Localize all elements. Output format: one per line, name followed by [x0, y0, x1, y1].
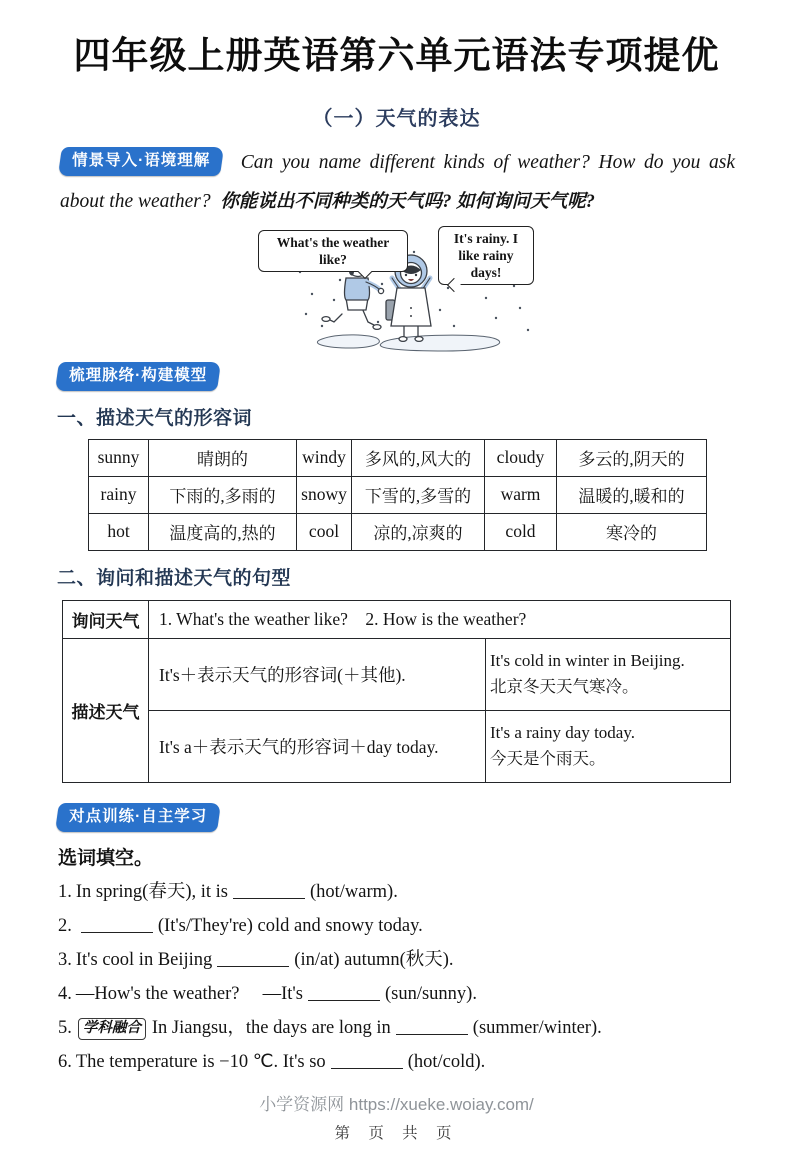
- table-row: [89, 439, 707, 476]
- table-row: [89, 513, 707, 550]
- ask-weather-label: 询问天气: [63, 600, 149, 638]
- practice-badge: [55, 803, 221, 832]
- pattern-cell: It's a＋表示天气的形容词＋day today.: [149, 710, 486, 782]
- example-zh: 北京冬天天气寒冷。: [490, 677, 639, 697]
- table-row: [89, 476, 707, 513]
- practice-badge-label: 对点训练·自主学习: [69, 807, 208, 825]
- exercise-instruction: 选词填空。: [58, 848, 154, 870]
- adj-meaning: 温度高的,热的: [149, 513, 297, 550]
- item-text-post: (sun/sunny).: [384, 984, 477, 1005]
- item-text-pre: The temperature is −10 ℃. It's so: [75, 1052, 326, 1073]
- adj-word: sunny: [89, 439, 149, 476]
- answer-blank[interactable]: [331, 1055, 403, 1069]
- example-cell: [486, 710, 731, 782]
- exercise-item-5: [58, 1016, 793, 1040]
- subject-integration-tag: 学科融合: [78, 1018, 146, 1040]
- speech-bubble-right: [438, 226, 534, 285]
- intro-badge: [58, 147, 224, 176]
- exercise-item-1: [58, 880, 793, 904]
- speech-bubble-left-text: What's the weather like?: [276, 235, 390, 268]
- item-number: 3.: [58, 950, 72, 971]
- item-number: 4.: [58, 984, 72, 1005]
- example-zh: 今天是个雨天。: [490, 749, 606, 769]
- section2-heading: 二、询问和描述天气的句型: [57, 567, 292, 589]
- adj-meaning: 寒冷的: [557, 513, 707, 550]
- answer-blank[interactable]: [217, 953, 289, 967]
- weather-cartoon: [0, 226, 793, 354]
- adj-word: rainy: [89, 476, 149, 513]
- item-number: 5.: [58, 1018, 72, 1039]
- item-text-pre: In spring(春天), it is: [75, 882, 228, 903]
- adj-meaning: 下雪的,多雪的: [352, 476, 485, 513]
- adj-word: warm: [485, 476, 557, 513]
- speech-bubble-right-text: It's rainy. I like rainy days!: [453, 231, 519, 281]
- answer-blank[interactable]: [396, 1021, 468, 1035]
- adj-meaning: 凉的,凉爽的: [352, 513, 485, 550]
- exercise-item-6: [58, 1050, 793, 1074]
- example-cell: [486, 638, 731, 710]
- item-text-pre: It's cool in Beijing: [75, 950, 213, 971]
- worksheet-page: [0, 32, 793, 1153]
- model-badge: [55, 362, 221, 391]
- intro-badge-label: 情景导入·语境理解: [72, 152, 211, 170]
- adj-word: hot: [89, 513, 149, 550]
- exercise-item-3: [58, 948, 793, 972]
- adj-meaning: 下雨的,多雨的: [149, 476, 297, 513]
- exercise-item-4: [58, 982, 793, 1006]
- table-row: [63, 638, 731, 710]
- adj-word: windy: [297, 439, 352, 476]
- item-text-post: (hot/warm).: [309, 882, 398, 903]
- page-title: 四年级上册英语第六单元语法专项提优: [73, 35, 720, 76]
- adj-word: snowy: [297, 476, 352, 513]
- answer-blank[interactable]: [233, 885, 305, 899]
- table-row: [63, 710, 731, 782]
- adj-meaning: 晴朗的: [149, 439, 297, 476]
- item-text-post: (hot/cold).: [407, 1052, 486, 1073]
- intro-text-zh: 你能说出不同种类的天气吗? 如何询问天气呢?: [220, 192, 595, 213]
- item-text-post: (in/at) autumn(秋天).: [294, 950, 454, 971]
- weather-adjectives-table: [88, 439, 707, 551]
- item-text-post: (summer/winter).: [472, 1018, 602, 1039]
- item-number: 2.: [58, 916, 72, 937]
- adj-word: cool: [297, 513, 352, 550]
- speech-bubble-left: [258, 230, 408, 272]
- answer-blank[interactable]: [308, 987, 380, 1001]
- pattern-cell: It's＋表示天气的形容词(＋其他).: [149, 638, 486, 710]
- page-footer: [0, 1090, 793, 1143]
- unit-subtitle: （一）天气的表达: [312, 108, 481, 131]
- exercise-item-2: [58, 914, 793, 938]
- item-text-pre: —How's the weather? —It's: [75, 984, 303, 1005]
- ask-weather-sentences: 1. What's the weather like? 2. How is the weather?: [149, 600, 731, 638]
- adj-meaning: 多风的,风大的: [352, 439, 485, 476]
- adj-word: cold: [485, 513, 557, 550]
- adj-word: cloudy: [485, 439, 557, 476]
- model-badge-label: 梳理脉络·构建模型: [69, 367, 208, 385]
- item-text-post: (It's/They're) cold and snowy today.: [157, 916, 423, 937]
- describe-weather-label: 描述天气: [63, 638, 149, 782]
- intro-paragraph: [60, 143, 740, 222]
- item-number: 1.: [58, 882, 72, 903]
- adj-meaning: 多云的,阴天的: [557, 439, 707, 476]
- item-number: 6.: [58, 1052, 72, 1073]
- item-text-pre: In Jiangsu，the days are long in: [151, 1018, 391, 1039]
- adj-meaning: 温暖的,暖和的: [557, 476, 707, 513]
- source-site-url: 小学资源网 https://xueke.woiay.com/: [259, 1095, 534, 1115]
- example-en: It's cold in winter in Beijing.: [490, 651, 685, 671]
- intro-text-en: Can you name different kinds of weather? How do you ask about the weather?: [60, 152, 740, 213]
- section1-heading: 一、描述天气的形容词: [57, 407, 253, 429]
- table-row: [63, 600, 731, 638]
- sentence-patterns-table: [62, 600, 731, 783]
- answer-blank[interactable]: [81, 919, 153, 933]
- page-number-line: 第 页 共 页: [334, 1125, 459, 1143]
- example-en: It's a rainy day today.: [490, 723, 635, 743]
